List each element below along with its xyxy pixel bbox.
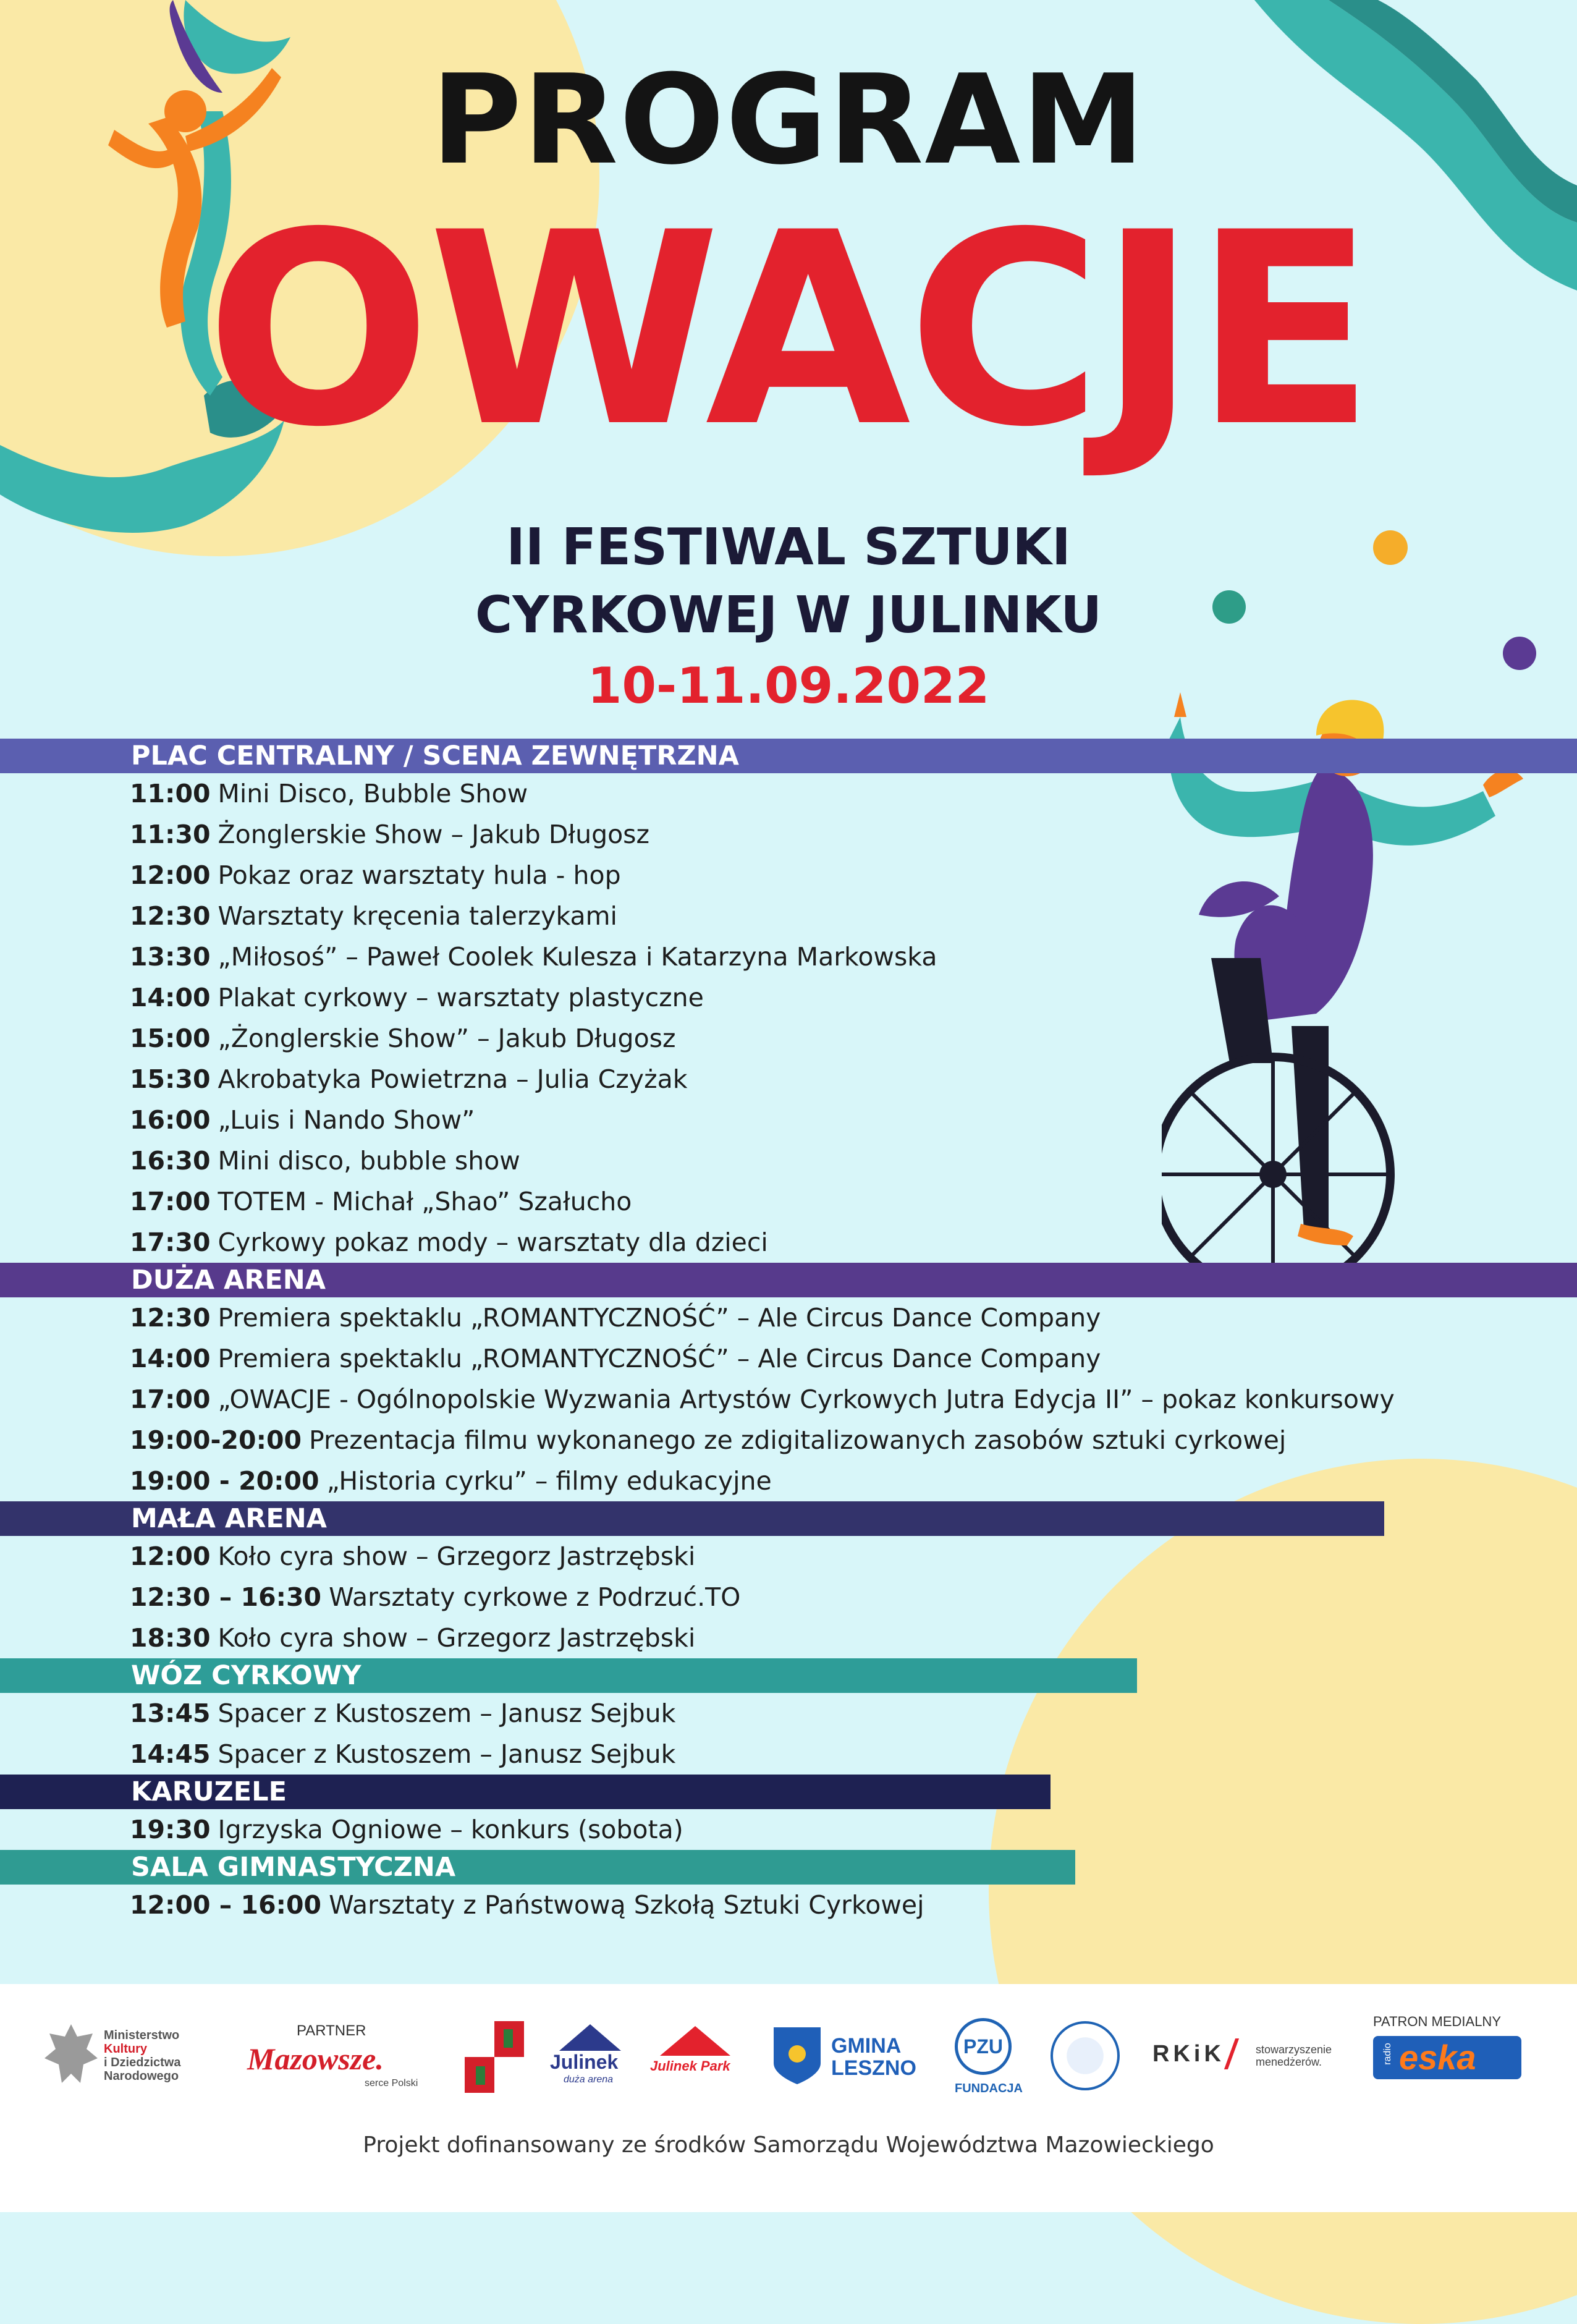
schedule-row	[0, 814, 1577, 855]
section-header: KARUZELE	[0, 1775, 1051, 1809]
pzu-logo-icon: PZU	[955, 2018, 1012, 2075]
schedule-row	[0, 896, 1577, 936]
schedule-row	[0, 1018, 1577, 1059]
event-time: 16:00	[130, 1105, 211, 1135]
event-description: Koło cyra show – Grzegorz Jastrzębski	[218, 1542, 696, 1571]
event-time: 17:00	[130, 1385, 211, 1414]
julinek-park-tent-icon	[655, 2022, 735, 2057]
event-time: 19:00-20:00	[130, 1425, 302, 1455]
schedule-row	[0, 1693, 1577, 1734]
event-description: Spacer z Kustoszem – Janusz Sejbuk	[218, 1739, 676, 1769]
event-description: Warsztaty cyrkowe z Podrzuć.TO	[329, 1582, 741, 1612]
section-header: WÓZ CYRKOWY	[0, 1658, 1137, 1693]
julinek-logo-text: Julinek	[550, 2051, 619, 2073]
event-description: „Luis i Nando Show”	[218, 1105, 475, 1135]
partner-label: PARTNER	[297, 2022, 366, 2039]
event-description: „Miłosoś” – Paweł Coolek Kulesza i Katarzyna Markowska	[218, 942, 937, 972]
schedule	[0, 739, 1577, 1925]
festival-subtitle-line1: II FESTIWAL SZTUKI	[506, 518, 1071, 577]
section-header: PLAC CENTRALNY / SCENA ZEWNĘTRZNA	[0, 739, 1577, 773]
schedule-row	[0, 1618, 1577, 1658]
event-time: 12:00	[130, 1542, 211, 1571]
event-time: 15:00	[130, 1024, 211, 1053]
event-time: 11:30	[130, 820, 211, 849]
event-time: 14:45	[130, 1739, 211, 1769]
event-time: 12:30 – 16:30	[130, 1582, 322, 1612]
gmina-leszno-logo-text: GMINA LESZNO	[831, 2034, 916, 2080]
schedule-row	[0, 936, 1577, 977]
event-description: Pokaz oraz warsztaty hula - hop	[218, 860, 621, 890]
rkik-logo-text: RKiK	[1152, 2041, 1225, 2067]
festival-dates: 10-11.09.2022	[587, 657, 990, 715]
festival-subtitle-line2: CYRKOWEJ W JULINKU	[475, 586, 1102, 645]
schedule-row	[0, 1100, 1577, 1140]
event-time: 15:30	[130, 1064, 211, 1094]
event-time: 11:00	[130, 779, 211, 808]
schedule-row	[0, 1536, 1577, 1577]
event-description: Koło cyra show – Grzegorz Jastrzębski	[218, 1623, 696, 1653]
rkik-slash-icon	[1224, 2038, 1239, 2069]
schedule-row	[0, 1734, 1577, 1775]
schedule-row	[0, 1059, 1577, 1100]
gmina-crest-icon	[772, 2026, 822, 2085]
event-time: 16:30	[130, 1146, 211, 1176]
event-description: Premiera spektaklu „ROMANTYCZNOŚĆ” – Ale Circus Dance Company	[218, 1303, 1101, 1333]
section-header: MAŁA ARENA	[0, 1501, 1384, 1536]
pzu-fundacja-label: FUNDACJA	[955, 2082, 1023, 2095]
event-time: 18:30	[130, 1623, 211, 1653]
julinek-tent-icon	[553, 2021, 627, 2052]
owacje-logo-title: OWACJE	[205, 176, 1372, 485]
eagle-emblem-icon	[43, 2021, 99, 2089]
julinek-tagline: duża arena	[564, 2074, 614, 2085]
program-title: PROGRAM	[431, 48, 1146, 192]
event-time: 12:30	[130, 901, 211, 931]
section-header: SALA GIMNASTYCZNA	[0, 1850, 1075, 1885]
section-header: DUŻA ARENA	[0, 1263, 1577, 1297]
event-description: Plakat cyrkowy – warsztaty plastyczne	[218, 983, 704, 1012]
patron-label: PATRON MEDIALNY	[1373, 2014, 1501, 2029]
schedule-row	[0, 1140, 1577, 1181]
event-description: Mini disco, bubble show	[218, 1146, 520, 1176]
event-description: Akrobatyka Powietrzna – Julia Czyżak	[218, 1064, 688, 1094]
event-time: 13:30	[130, 942, 211, 972]
event-description: Warsztaty z Państwową Szkołą Sztuki Cyrkowej	[329, 1890, 924, 1920]
event-description: „OWACJE - Ogólnopolskie Wyzwania Artystów Cyrkowych Jutra Edycja II” – pokaz konkursowy	[218, 1385, 1395, 1414]
rkik-tagline: stowarzyszenie menedżerów.	[1256, 2043, 1332, 2068]
event-time: 19:30	[130, 1815, 211, 1844]
event-time: 19:00 - 20:00	[130, 1466, 319, 1496]
eska-logo: radio eska	[1373, 2036, 1521, 2079]
event-description: Warsztaty kręcenia talerzykami	[218, 901, 617, 931]
julinek-park-logo-text: Julinek Park	[650, 2058, 730, 2074]
event-description: „Żonglerskie Show” – Jakub Długosz	[218, 1024, 676, 1053]
schedule-row	[0, 1420, 1577, 1461]
event-description: Żonglerskie Show – Jakub Długosz	[218, 820, 650, 849]
event-description: Cyrkowy pokaz mody – warsztaty dla dzieci	[218, 1228, 768, 1257]
schedule-row	[0, 1181, 1577, 1222]
event-description: Igrzyska Ogniowe – konkurs (sobota)	[218, 1815, 683, 1844]
schedule-row	[0, 1885, 1577, 1925]
event-description: „Historia cyrku” – filmy edukacyjne	[326, 1466, 772, 1496]
schedule-row	[0, 1222, 1577, 1263]
event-time: 17:00	[130, 1187, 211, 1216]
schedule-row	[0, 1338, 1577, 1379]
coat-of-arms-icon	[463, 2020, 525, 2094]
event-time: 17:30	[130, 1228, 211, 1257]
event-description: TOTEM - Michał „Shao” Szałucho	[218, 1187, 632, 1216]
event-description: Mini Disco, Bubble Show	[218, 779, 528, 808]
event-time: 14:00	[130, 1344, 211, 1373]
event-time: 12:00 – 16:00	[130, 1890, 322, 1920]
event-time: 12:00	[130, 860, 211, 890]
schedule-row	[0, 1577, 1577, 1618]
event-description: Spacer z Kustoszem – Janusz Sejbuk	[218, 1698, 676, 1728]
mazowsze-logo: Mazowsze.	[247, 2042, 384, 2076]
schedule-row	[0, 855, 1577, 896]
event-time: 13:45	[130, 1698, 211, 1728]
schedule-row	[0, 1379, 1577, 1420]
mazowsze-tagline: serce Polski	[365, 2078, 418, 2089]
event-time: 14:00	[130, 983, 211, 1012]
funding-note: Projekt dofinansowany ze środków Samorządu Województwa Mazowieckiego	[363, 2132, 1214, 2158]
footer-sponsors	[0, 1984, 1577, 2212]
schedule-row	[0, 1461, 1577, 1501]
event-time: 12:30	[130, 1303, 211, 1333]
ministry-logo-text: Ministerstwo Kultury i Dziedzictwa Narodowego	[104, 2029, 181, 2083]
circus-school-seal-icon	[1051, 2021, 1120, 2090]
event-description: Prezentacja filmu wykonanego ze zdigitalizowanych zasobów sztuki cyrkowej	[309, 1425, 1287, 1455]
schedule-row	[0, 1809, 1577, 1850]
schedule-row	[0, 773, 1577, 814]
schedule-row	[0, 977, 1577, 1018]
schedule-row	[0, 1297, 1577, 1338]
event-description: Premiera spektaklu „ROMANTYCZNOŚĆ” – Ale Circus Dance Company	[218, 1344, 1101, 1373]
